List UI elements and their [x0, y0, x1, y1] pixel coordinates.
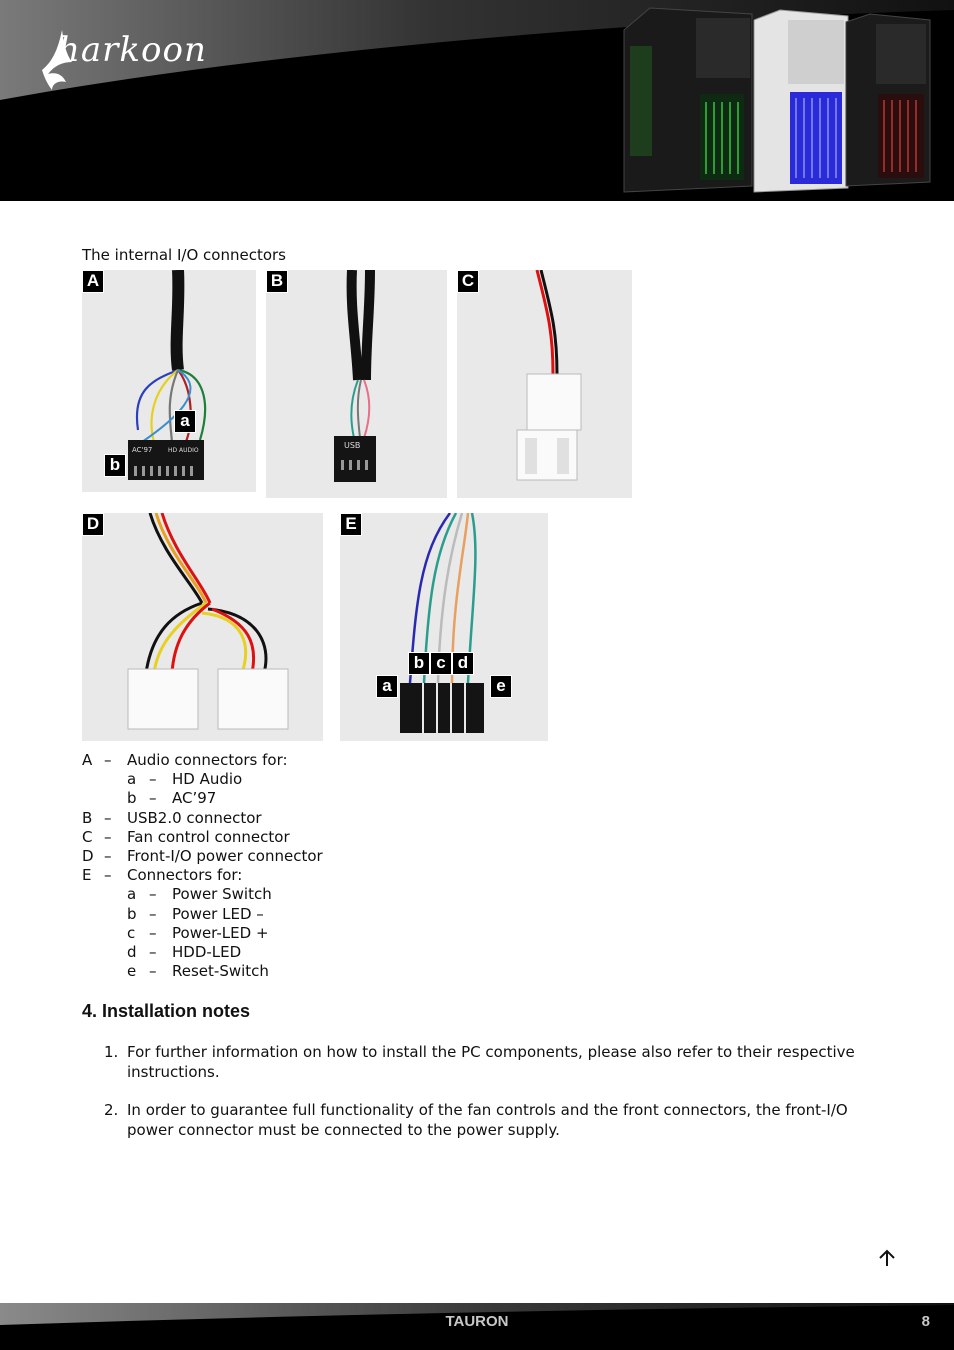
label-e-d: d — [452, 652, 474, 675]
label-e-e: e — [490, 675, 512, 698]
figure-caption: The internal I/O connectors — [82, 246, 286, 264]
photo-tag-a: A — [82, 270, 104, 293]
note-item — [104, 1101, 874, 1140]
label-b: b — [104, 454, 126, 477]
photo-fan-connector — [457, 270, 632, 498]
photo-switch-connectors — [340, 513, 548, 741]
note-text: In order to guarantee full functionality of the fan controls and the front connectors, the front-I/O power connector must be connected to the power supply. — [127, 1101, 848, 1139]
label-e-b: b — [408, 652, 430, 675]
photo-tag-c: C — [457, 270, 479, 293]
photo-usb-connector — [266, 270, 447, 498]
photo-tag-e: E — [340, 513, 362, 536]
pc-cases-image — [620, 6, 940, 198]
photo-tag-d: D — [82, 513, 104, 536]
label-e-a: a — [376, 675, 398, 698]
brand-name: harkoon — [58, 30, 207, 70]
photo-audio-connectors — [82, 270, 256, 492]
ac97-print: AC'97 — [132, 446, 153, 454]
photo-power-connector — [82, 513, 323, 741]
note-text: For further information on how to install the PC components, please also refer to their respective instructions. — [127, 1043, 855, 1081]
photo-tag-b: B — [266, 270, 288, 293]
footer-title: TAURON — [445, 1313, 509, 1330]
page-number: 8 — [921, 1313, 930, 1330]
note-item — [104, 1043, 874, 1082]
label-a: a — [174, 410, 196, 433]
hd-audio-print: HD AUDIO — [168, 447, 199, 454]
page-header — [0, 0, 954, 201]
usb-print: USB — [344, 441, 361, 450]
note-number: 2. — [104, 1101, 119, 1119]
note-number: 1. — [104, 1043, 119, 1061]
section-heading: 4. Installation notes — [82, 1001, 251, 1021]
arrow-up-icon[interactable] — [876, 1247, 898, 1269]
label-e-c: c — [430, 652, 452, 675]
